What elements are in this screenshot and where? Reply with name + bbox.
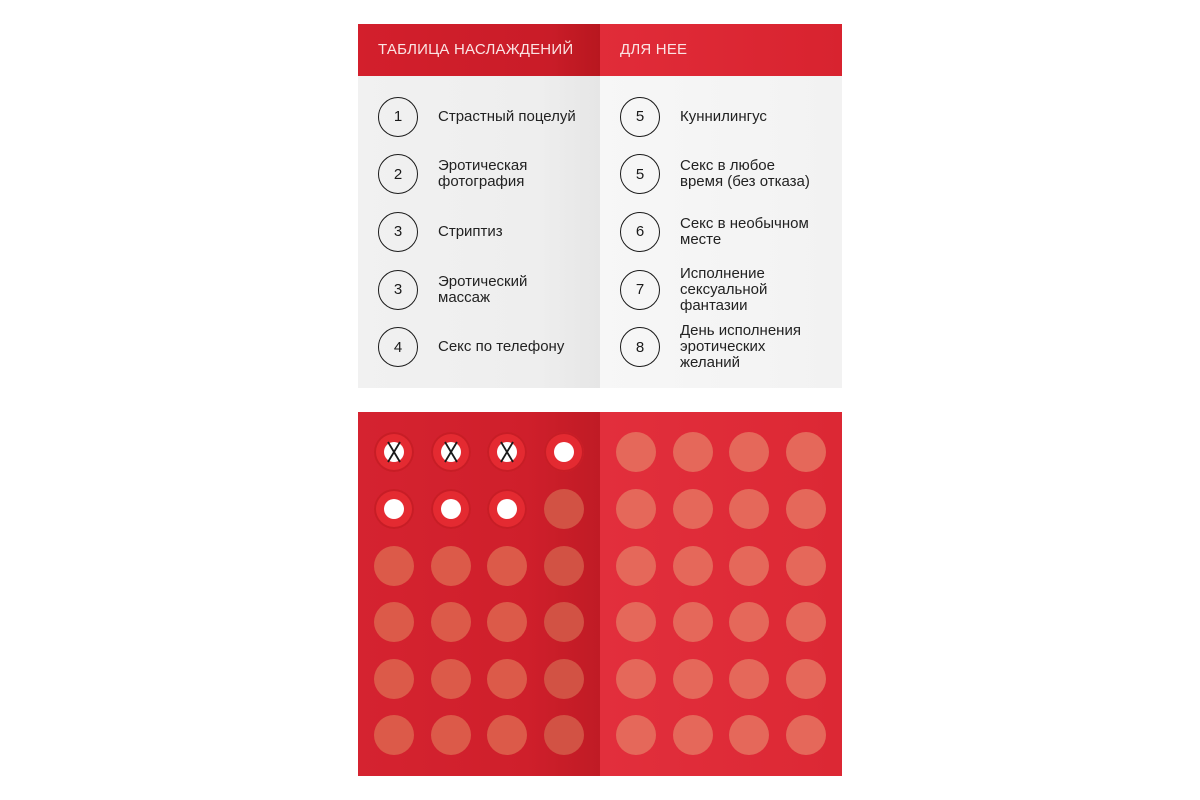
item-number-badge: 6: [620, 212, 660, 252]
empty-slot: [729, 489, 769, 529]
list-item: [358, 261, 600, 319]
open-slot: [374, 489, 414, 529]
item-number-badge: 7: [620, 270, 660, 310]
list-item: [600, 203, 842, 261]
punch-card: [358, 412, 842, 776]
table-title: ТАБЛИЦА НАСЛАЖДЕНИЙ: [358, 24, 600, 76]
open-slot: [544, 432, 584, 472]
empty-slot: [487, 602, 527, 642]
empty-slot: [431, 602, 471, 642]
crossed-hole-icon: [441, 442, 461, 462]
empty-slot: [616, 432, 656, 472]
list-item: [600, 261, 842, 319]
empty-slot: [487, 715, 527, 755]
crossed-hole-icon: [384, 442, 404, 462]
empty-slot: [374, 546, 414, 586]
item-number-badge: 3: [378, 270, 418, 310]
empty-slot: [431, 659, 471, 699]
item-label: Секс в любое время (без отказа): [680, 157, 810, 191]
empty-slot: [673, 659, 713, 699]
hole-icon: [384, 499, 404, 519]
item-label: Куннилингус: [680, 107, 767, 125]
empty-slot: [786, 432, 826, 472]
empty-slot: [729, 659, 769, 699]
open-slot: [487, 489, 527, 529]
item-label: Стриптиз: [438, 222, 503, 240]
item-label: Эротический массаж: [438, 272, 528, 306]
empty-slot: [616, 546, 656, 586]
empty-slot: [616, 489, 656, 529]
table-subtitle: ДЛЯ НЕЕ: [600, 24, 842, 76]
table-left-page: [358, 24, 600, 388]
used-slot: [487, 432, 527, 472]
empty-slot: [616, 715, 656, 755]
item-number-badge: 4: [378, 327, 418, 367]
item-label: Страстный поцелуй: [438, 107, 576, 125]
empty-slot: [544, 546, 584, 586]
item-number-badge: 3: [378, 212, 418, 252]
item-label: Секс в необычном месте: [680, 214, 809, 248]
item-label: Исполнение сексуальной фантазии: [680, 264, 768, 314]
empty-slot: [786, 715, 826, 755]
empty-slot: [673, 432, 713, 472]
empty-slot: [487, 546, 527, 586]
item-number-badge: 1: [378, 97, 418, 137]
hole-icon: [554, 442, 574, 462]
used-slot: [374, 432, 414, 472]
left-item-list: [358, 76, 600, 388]
empty-slot: [786, 489, 826, 529]
hole-icon: [497, 499, 517, 519]
empty-slot: [374, 602, 414, 642]
item-label: День исполнения эротических желаний: [680, 322, 801, 372]
item-label: Секс по телефону: [438, 338, 565, 356]
empty-slot: [729, 715, 769, 755]
empty-slot: [544, 715, 584, 755]
item-number-badge: 8: [620, 327, 660, 367]
empty-slot: [616, 602, 656, 642]
empty-slot: [487, 659, 527, 699]
list-item: [358, 88, 600, 146]
list-item: [600, 146, 842, 204]
empty-slot: [544, 602, 584, 642]
empty-slot: [673, 602, 713, 642]
list-item: [600, 88, 842, 146]
open-slot: [431, 489, 471, 529]
pleasure-table: [358, 24, 842, 388]
punch-grid-left: [358, 412, 600, 776]
right-item-list: [600, 76, 842, 388]
item-number-badge: 5: [620, 154, 660, 194]
list-item: [358, 146, 600, 204]
empty-slot: [673, 546, 713, 586]
empty-slot: [374, 659, 414, 699]
empty-slot: [786, 602, 826, 642]
item-label: Эротическая фотография: [438, 157, 528, 191]
punch-card-right-page: [600, 412, 842, 776]
list-item: [358, 318, 600, 376]
empty-slot: [673, 489, 713, 529]
empty-slot: [673, 715, 713, 755]
empty-slot: [616, 659, 656, 699]
empty-slot: [786, 659, 826, 699]
hole-icon: [441, 499, 461, 519]
empty-slot: [786, 546, 826, 586]
used-slot: [431, 432, 471, 472]
empty-slot: [544, 489, 584, 529]
empty-slot: [729, 602, 769, 642]
crossed-hole-icon: [497, 442, 517, 462]
empty-slot: [729, 432, 769, 472]
list-item: [358, 203, 600, 261]
list-item: [600, 318, 842, 376]
empty-slot: [374, 715, 414, 755]
empty-slot: [431, 715, 471, 755]
punch-card-left-page: [358, 412, 600, 776]
table-right-page: [600, 24, 842, 388]
item-number-badge: 5: [620, 97, 660, 137]
item-number-badge: 2: [378, 154, 418, 194]
empty-slot: [729, 546, 769, 586]
empty-slot: [544, 659, 584, 699]
empty-slot: [431, 546, 471, 586]
punch-grid-right: [600, 412, 842, 776]
